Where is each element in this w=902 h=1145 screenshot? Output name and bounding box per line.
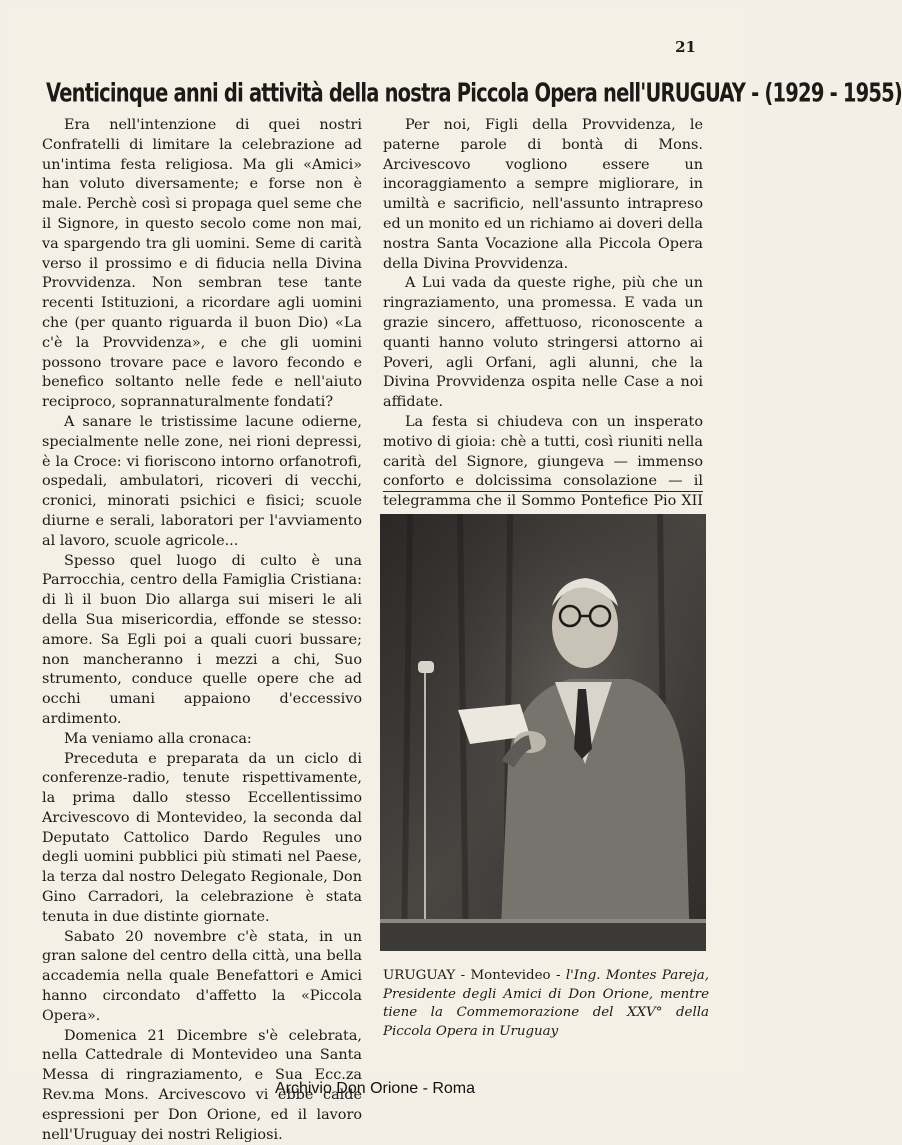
paragraph: A Lui vada da queste righe, più che un ringraziamento, una promessa. E vada un grazie sincero, affettuoso, riconoscente a quanti hanno voluto stringersi attorno ai Poveri, agli Orfani, agli alunni, che la Divina Provvidenza ospita nelle Case a noi affidate. (383, 275, 703, 411)
paragraph: Domenica 21 Dicembre s'è celebrata, nella Cattedrale di Montevideo una Santa Messa di ringraziamento, e Sua Ecc.za Rev.ma Mons. Arcivescovo vi ebbe calde espressioni per Don Orione, ed il lavoro nell'Uruguay dei nostri Religiosi. (42, 1027, 362, 1143)
left-column (42, 116, 362, 1145)
speaker-photo-image (380, 514, 706, 951)
paragraph: Era nell'intenzione di quei nostri Confratelli di limitare la celebrazione ad un'intima festa religiosa. Ma gli «Amici» han voluto diversamente; e forse non è male. Perchè così si propaga quel seme che il Signore, in questo secolo come non mai, va spargendo tra gli uomini. Seme di carità verso il prossimo e di fiducia nella Divina Provvidenza. Non sembran tese tante recenti Istituzioni, a ricordare agli uomini che (per quanto riguarda il buon Dio) «La c'è la Provvidenza», e che gli uomini possono trovare pace e lavoro fecondo e benefico soltanto nelle fede e nell'aiuto reciproco, soprannaturalmente fondati? (42, 117, 362, 411)
paragraph: Spesso quel luogo di culto è una Parrocchia, centro della Famiglia Cristiana: di lì il buon Dio allarga sui miseri le ali della Sua misericordia, effonde se stesso: amore. Sa Egli poi a quali cuori bussare; non mancheranno i mezzi a chi, Suo strumento, conduce quelle opere che ad occhi umani appaiono d'eccessivo ardimento. (42, 552, 362, 727)
speaker-photo (380, 514, 706, 951)
paragraph: La festa si chiudeva con un insperato motivo di gioia: chè a tutti, così riuniti nella carità del Signore, giungeva — immenso conforto e dolcissima consolazione — il telegramma che il Sommo Pontefice Pio XII (383, 413, 703, 510)
paragraph: Per noi, Figli della Provvidenza, le paterne parole di bontà di Mons. Arcivescovo vogliono essere un incoraggiamento a sempre migliorare, in umiltà e sacrificio, nell'assunto intrapreso ed un monito ed un richiamo ai doveri della nostra Santa Vocazione alla Piccola Opera della Divina Provvidenza. (383, 117, 703, 272)
right-column (383, 116, 703, 532)
paragraph: Sabato 20 novembre c'è stata, in un gran salone del centro della città, una bella accademia nella quale Benefattori e Amici hanno circondato d'affetto la «Piccola Opera». (42, 928, 362, 1024)
column-divider-rule (383, 491, 703, 492)
caption-text: l'Ing. Montes Pareja, Presidente degli Amici di Don Orione, mentre tiene la Commemorazione del XXV° della Piccola Opera in Uruguay (383, 968, 709, 1039)
article-headline: Venticinque anni di attività della nostra Piccola Opera nell'URUGUAY - (1929 - 1955) (46, 78, 902, 108)
photo-caption (383, 967, 709, 1041)
paragraph: A sanare le tristissime lacune odierne, specialmente nelle zone, nei rioni depressi, è la Croce: vi fioriscono intorno orfanotrofi, ospedali, ambulatori, ricoveri di vecchi, cronici, minorati psichici e fisici; scuole diurne e serali, laboratori per l'avviamento al lavoro, scuole agricole... (42, 413, 362, 549)
caption-place: URUGUAY - Montevideo - (383, 968, 561, 983)
page-number: 21 (675, 38, 696, 56)
archive-label: Archivio Don Orione - Roma (274, 1080, 476, 1097)
paragraph: Preceduta e preparata da un ciclo di conferenze-radio, tenute rispettivamente, la prima dallo stesso Eccellentissimo Arcivescovo di Montevideo, la seconda dal Deputato Cattolico Dardo Regules uno degli uomini pubblici più stimati nel Paese, la terza dal nostro Delegato Regionale, Don Gino Carradori, la celebrazione è stata tenuta in due distinte giornate. (42, 750, 362, 925)
paragraph: Ma veniamo alla cronaca: (64, 730, 252, 747)
